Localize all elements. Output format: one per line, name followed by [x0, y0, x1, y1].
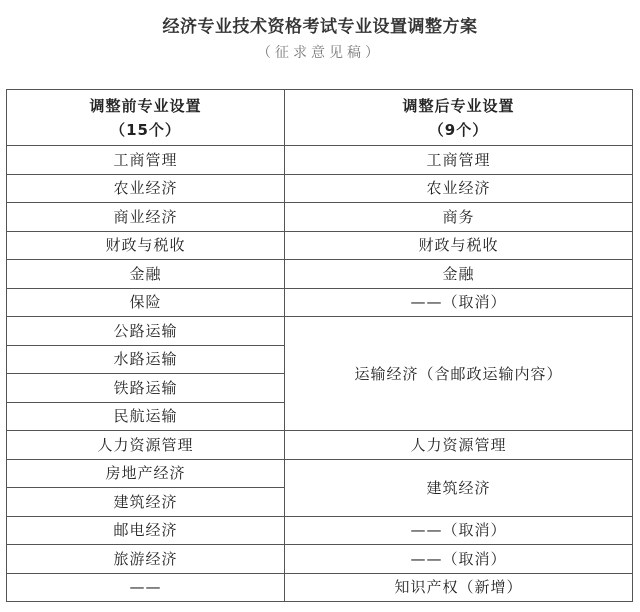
page-subtitle: （征求意见稿）: [257, 45, 383, 61]
cell-before: ——: [7, 573, 285, 602]
table-row: [7, 174, 633, 203]
table-header-row: [7, 90, 633, 146]
table-row: [7, 516, 633, 545]
cell-after: 知识产权（新增）: [285, 573, 633, 602]
cell-after-merged: 运输经济（含邮政运输内容）: [285, 317, 633, 431]
cell-after: 农业经济: [285, 174, 633, 203]
table-row: [7, 203, 633, 232]
cell-after: ——（取消）: [285, 288, 633, 317]
table-row: [7, 545, 633, 574]
cell-after: 财政与税收: [285, 231, 633, 260]
cell-before: 房地产经济: [7, 459, 285, 488]
cell-after: 商务: [285, 203, 633, 232]
cell-before: 人力资源管理: [7, 431, 285, 460]
cell-before: 建筑经济: [7, 488, 285, 517]
cell-before: 财政与税收: [7, 231, 285, 260]
table-row: [7, 573, 633, 602]
table-row: [7, 317, 633, 346]
cell-before: 民航运输: [7, 402, 285, 431]
cell-before: 金融: [7, 260, 285, 289]
cell-before: 商业经济: [7, 203, 285, 232]
cell-before: 工商管理: [7, 146, 285, 175]
cell-before: 铁路运输: [7, 374, 285, 403]
cell-after: ——（取消）: [285, 516, 633, 545]
table-row: [7, 260, 633, 289]
table-row: [7, 231, 633, 260]
cell-before: 公路运输: [7, 317, 285, 346]
page-title: 经济专业技术资格考试专业设置调整方案: [162, 17, 478, 37]
cell-after: 工商管理: [285, 146, 633, 175]
header-before-cell: [7, 90, 285, 146]
cell-after-merged: 建筑经济: [285, 459, 633, 516]
cell-after: ——（取消）: [285, 545, 633, 574]
cell-before: 水路运输: [7, 345, 285, 374]
header-after-cell: [285, 90, 633, 146]
cell-before: 保险: [7, 288, 285, 317]
header-before-label: 调整前专业设置: [89, 96, 202, 115]
cell-after: 金融: [285, 260, 633, 289]
cell-before: 旅游经济: [7, 545, 285, 574]
table-row: [7, 146, 633, 175]
cell-before: 邮电经济: [7, 516, 285, 545]
table-row: [7, 459, 633, 488]
header-before-count: （15个）: [110, 120, 181, 139]
cell-after: 人力资源管理: [285, 431, 633, 460]
cell-before: 农业经济: [7, 174, 285, 203]
header-after-label: 调整后专业设置: [402, 96, 515, 115]
table-row: [7, 288, 633, 317]
header-after-count: （9个）: [428, 120, 489, 139]
table-row: [7, 431, 633, 460]
adjustment-table: [6, 89, 633, 602]
